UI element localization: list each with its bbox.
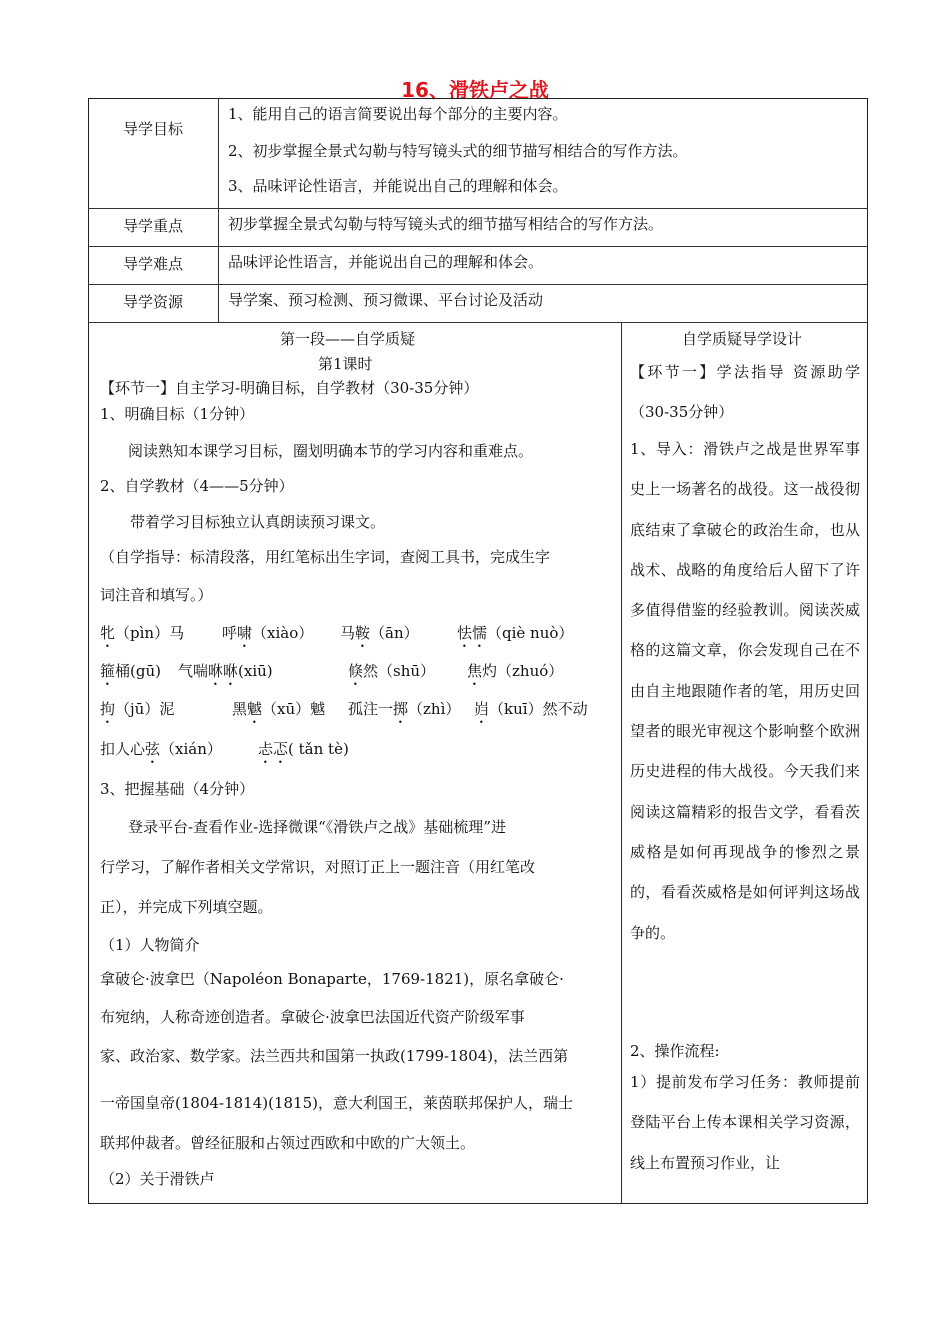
row-divider (88, 284, 868, 285)
key-points-text: 初步掌握全景式勾勒与特写镜头式的细节描写相结合的写作方法。 (228, 215, 664, 233)
vocab-item: 牝（pìn）马 (100, 624, 185, 642)
vocab-item: 黑魆（xū）魆 (232, 700, 326, 718)
step-three-line: 登录平台-查看作业-选择微课“《滑铁卢之战》基础梳理”进 (128, 818, 506, 836)
step-one-text: 阅读熟知本课学习目标，圈划明确本节的学习内容和重难点。 (128, 442, 534, 460)
row-divider (88, 322, 868, 323)
vocab-item: 孤注一掷（zhì） (348, 700, 461, 718)
goal-item: 2、初步掌握全景式勾勒与特写镜头式的细节描写相结合的写作方法。 (228, 142, 688, 160)
goal-item: 3、品味评论性语言，并能说出自己的理解和体会。 (228, 177, 568, 195)
right-heading: 自学质疑导学设计 (682, 330, 803, 348)
col-divider (621, 322, 622, 1204)
resources-label: 导学资源 (122, 293, 183, 311)
section-one-title: 【环节一】自主学习-明确目标，自学教材（30-35分钟） (100, 379, 479, 397)
guide-line: （自学指导：标清段落，用红笔标出生字词，查阅工具书，完成生字 (100, 548, 551, 566)
goals-label: 导学目标 (122, 120, 183, 138)
resources-text: 导学案、预习检测、预习微课、平台讨论及活动 (228, 291, 544, 309)
step-two-text: 带着学习目标独立认真朗读预习课文。 (130, 513, 386, 531)
vocab-item: 箍桶(gū) (100, 662, 161, 680)
step-one: 1、明确目标（1分钟） (100, 405, 255, 423)
guide-line: 词注音和填写。） (100, 586, 213, 604)
goal-item: 1、能用自己的语言简要说出每个部分的主要内容。 (228, 105, 568, 123)
vocab-item: 扣人心弦（xián） (100, 740, 222, 758)
step-three: 3、把握基础（4分钟） (100, 780, 255, 798)
step-two: 2、自学教材（4——5分钟） (100, 477, 294, 495)
vocab-item: 倏然（shū） (348, 662, 436, 680)
page-title: 16、滑铁卢之战 (401, 78, 549, 102)
bio-line: 拿破仑·波拿巴（Napoléon Bonaparte，1769-1821)，原名拿破仑· (100, 970, 564, 988)
bio-heading: （1）人物简介 (100, 936, 200, 954)
bio-line: 布宛纳，人称奇迹创造者。拿破仑·波拿巴法国近代资产阶级军事 (100, 1008, 525, 1026)
bio-line: 家、政治家、数学家。法兰西共和国第一执政(1799-1804)，法兰西第 (100, 1047, 569, 1065)
left-subheading: 第1课时 (318, 355, 373, 373)
vocab-item: 怯懦（qiè nuò） (457, 624, 574, 642)
step-three-line: 正），并完成下列填空题。 (100, 898, 273, 916)
bio-line: 一帝国皇帝(1804-1814)(1815)，意大利国王，莱茵联邦保护人，瑞士 (100, 1094, 574, 1112)
row-divider (88, 208, 868, 209)
bio-line: 联邦仲裁者。曾经征服和占领过西欧和中欧的广大领土。 (100, 1134, 476, 1152)
col-divider (218, 98, 219, 322)
left-heading: 第一段——自学质疑 (280, 330, 416, 348)
step-three-line: 行学习，了解作者相关文学常识，对照订正上一题注音（用红笔改 (100, 858, 536, 876)
vocab-item: 忐忑( tǎn tè) (258, 740, 349, 758)
vocab-item: 岿（kuī）然不动 (474, 700, 588, 718)
row-divider (88, 246, 868, 247)
key-points-label: 导学重点 (122, 217, 183, 235)
flow-text: 1）提前发布学习任务：教师提前登陆平台上传本课相关学习资源，线上布置预习作业，让 (630, 1073, 860, 1172)
difficulties-label: 导学难点 (122, 255, 183, 273)
vocab-item: 焦灼（zhuó） (467, 662, 564, 680)
right-section-title: 【环节一】学法指导 资源助学（30-35分钟） (630, 363, 860, 422)
vocab-item: 呼啸（xiào） (222, 624, 314, 642)
vocab-item: 气喘咻咻(xiū) (178, 662, 273, 680)
about-heading: （2）关于滑铁卢 (100, 1170, 215, 1188)
right-intro: 1、导入：滑铁卢之战是世界军事史上一场著名的战役。这一战役彻底结束了拿破仑的政治生命，也从战术、战略的角度给后人留下了许多值得借鉴的经验教训。阅读茨威格的这篇文章，你会发现自己在不由自主地跟随作者的笔，用历史回望者的眼光审视这个影响整个欧洲历史进程的伟大战役。今天我们来阅读这篇精彩的报告文学，看看茨威格是如何再现战争的惨烈之景的，看看茨威格是如何评判这场战争的。 (630, 440, 860, 942)
vocab-item: 拘（jū）泥 (100, 700, 175, 718)
difficulties-text: 品味评论性语言，并能说出自己的理解和体会。 (228, 253, 544, 271)
vocab-item: 马鞍（ān） (340, 624, 419, 642)
flow-heading: 2、操作流程: (630, 1042, 720, 1060)
